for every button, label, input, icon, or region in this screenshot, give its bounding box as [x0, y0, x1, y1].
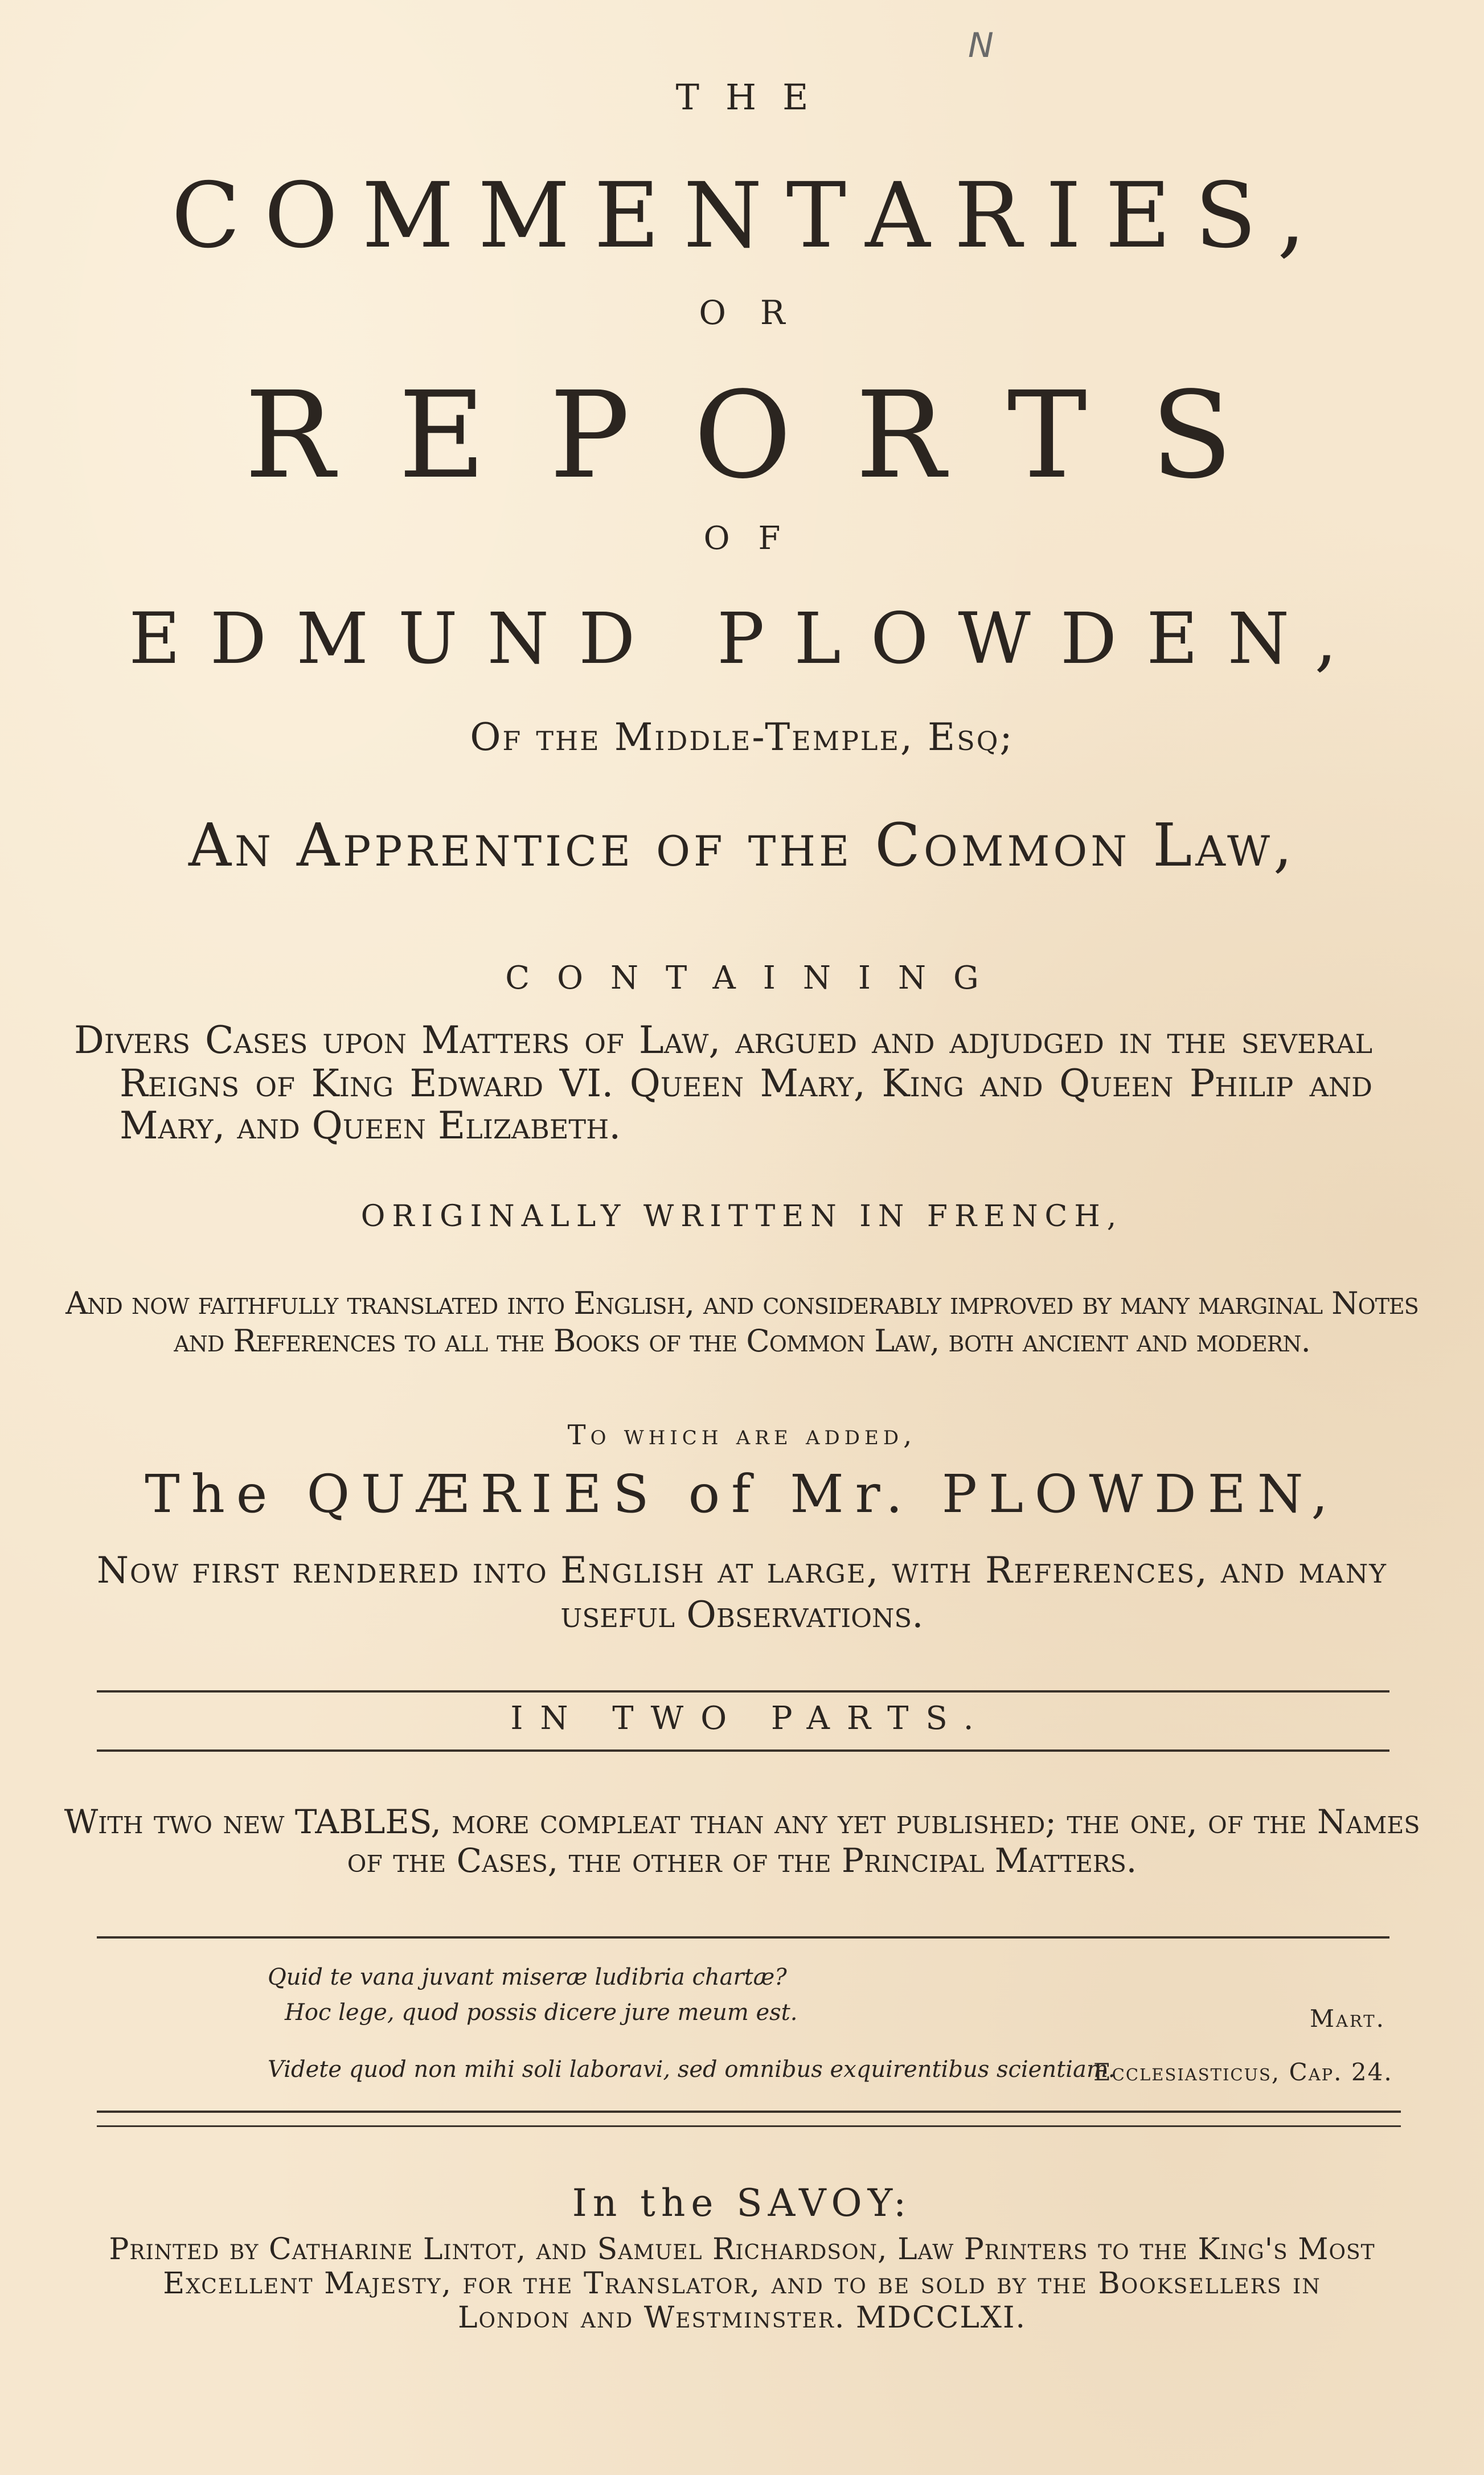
rule-below-parts [97, 1749, 1389, 1752]
parts-heading: IN TWO PARTS. [510, 1700, 991, 1737]
divers-cases-line-3: Mary, and Queen Elizabeth. [120, 1104, 621, 1148]
translated-line-2: and References to all the Books of the Common Law, both ancient and modern. [174, 1323, 1310, 1359]
tables-line-1: With two new TABLES, more compleat than any yet published; the one, of the Names [64, 1802, 1420, 1841]
now-first-line-2: useful Observations. [560, 1594, 924, 1636]
quaeries-line: The QUÆRIES of Mr. PLOWDEN, [145, 1464, 1339, 1525]
imprint-line-2: Excellent Majesty, for the Translator, and to be sold by the Booksellers in [163, 2267, 1321, 2301]
apprentice-line: An Apprentice of the Common Law, [188, 810, 1296, 880]
tables-line-2: of the Cases, the other of the Principal Matters. [347, 1841, 1137, 1880]
epigraph-line-3: Videte quod non mihi soli laboravi, sed omnibus exquirentibus scientiam. [268, 2056, 1116, 2083]
epigraph-attribution-1: Mart. [1310, 2005, 1385, 2033]
containing-heading: CONTAINING [505, 960, 1006, 997]
the-heading: THE [675, 76, 835, 118]
of-heading: OF [703, 520, 809, 557]
epigraph-line-2: Hoc lege, quod possis dicere jure meum est. [285, 1999, 798, 2026]
epigraph-line-1: Quid te vana juvant miseræ ludibria chartæ? [268, 1964, 787, 1990]
now-first-line-1: Now first rendered into English at large, with References, and many [97, 1550, 1387, 1592]
imprint-place: In the SAVOY: [572, 2181, 912, 2225]
imprint-line-3: London and Westminster. MDCCLXI. [457, 2301, 1027, 2335]
commentaries-heading: COMMENTARIES, [171, 163, 1330, 268]
rule-below-epigraph-bottom [97, 2125, 1401, 2127]
inn-line: Of the Middle-Temple, Esq; [470, 715, 1014, 759]
reports-heading: REPORTS [244, 366, 1297, 505]
translated-line-1: And now faithfully translated into English, and considerably improved by many marginal Notes [65, 1285, 1419, 1321]
or-heading: OR [699, 293, 819, 332]
rule-below-epigraph-top [97, 2111, 1401, 2113]
rule-above-parts [97, 1690, 1389, 1693]
originally-heading: ORIGINALLY WRITTEN IN FRENCH, [360, 1199, 1124, 1234]
imprint-line-1: Printed by Catharine Lintot, and Samuel Richardson, Law Printers to the King's Most [109, 2232, 1375, 2267]
divers-cases-line-2 [120, 1062, 1372, 1105]
rule-above-epigraph [97, 1936, 1389, 1939]
divers-cases-text-1: Divers Cases upon Matters of Law, argued and adjudged in the several [74, 1018, 1372, 1062]
to-which-line: To which are added, [567, 1419, 917, 1451]
author-name: EDMUND PLOWDEN, [129, 598, 1367, 680]
epigraph-attribution-2: Ecclesiasticus, Cap. 24. [1093, 2058, 1393, 2086]
pencil-mark: N [968, 26, 994, 65]
divers-cases-line-1 [74, 1018, 1372, 1062]
divers-cases-text-2: Reigns of King Edward VI. Queen Mary, King and Queen Philip and [120, 1062, 1372, 1105]
